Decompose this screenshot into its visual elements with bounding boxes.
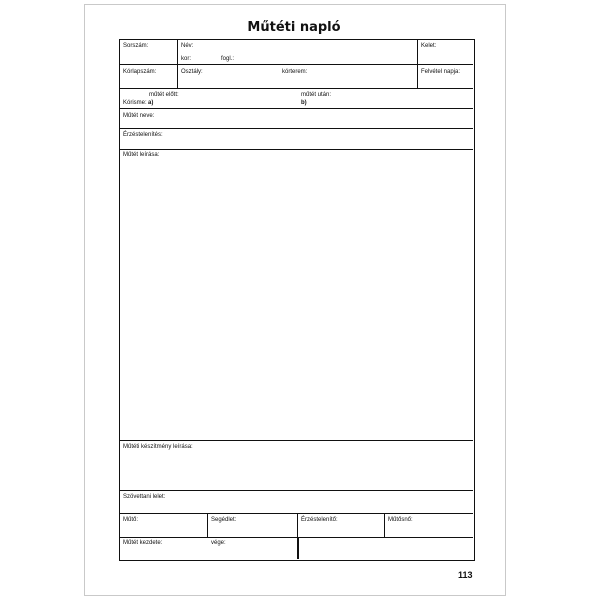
label-osztaly: Osztály:	[181, 69, 203, 75]
label-keszitmeny-leirasa: Műtéti készítmény leírása:	[123, 444, 193, 450]
label-korisme-a: a)	[148, 100, 154, 106]
row-divider	[120, 88, 473, 89]
label-korisme: Kórisme:	[123, 100, 147, 106]
label-mutosno: Műtősnő:	[388, 517, 413, 523]
col-divider	[384, 513, 385, 537]
label-mutet-neve: Műtét neve:	[123, 113, 155, 119]
label-korterem: kórterem:	[282, 69, 308, 75]
row-divider	[120, 128, 473, 129]
label-kelet: Kelet:	[421, 43, 437, 49]
label-segedlet: Segédlet:	[211, 517, 237, 523]
page-number: 113	[458, 570, 473, 580]
row-divider	[120, 108, 473, 109]
col-divider	[298, 537, 299, 559]
label-mutet-utan: műtét után:	[301, 92, 332, 98]
label-fogl: fogl.:	[221, 56, 235, 62]
surgery-log-form	[119, 39, 475, 561]
col-divider	[177, 64, 178, 88]
label-erzestelenito: Érzéstelenítő:	[301, 517, 338, 523]
label-mutet-elott: műtét előtt:	[149, 92, 179, 98]
form-title: Műtéti napló	[247, 20, 341, 35]
label-mutet-kezdete: Műtét kezdete:	[123, 540, 163, 546]
row-divider	[120, 149, 473, 150]
label-korlapszam: Kórlapszám:	[123, 69, 157, 75]
row-divider	[120, 440, 473, 441]
label-muto: Műtő:	[123, 517, 139, 523]
label-mutet-leirasa: Műtét leírása:	[123, 152, 160, 158]
label-felvetel-napja: Felvétel napja:	[421, 69, 461, 75]
col-divider	[207, 513, 208, 537]
label-kor: kor:	[181, 56, 192, 62]
label-korisme-b: b)	[301, 100, 307, 106]
label-nev: Név:	[181, 43, 194, 49]
label-szovettani-lelet: Szövettani lelet:	[123, 494, 166, 500]
label-erzestelenites: Érzéstelenítés:	[123, 132, 163, 138]
col-divider	[177, 40, 178, 64]
row-divider	[120, 490, 473, 491]
row-divider	[120, 64, 473, 65]
col-divider	[417, 40, 418, 88]
label-vege: vége:	[211, 540, 226, 546]
label-sorszam: Sorszám:	[123, 43, 149, 49]
